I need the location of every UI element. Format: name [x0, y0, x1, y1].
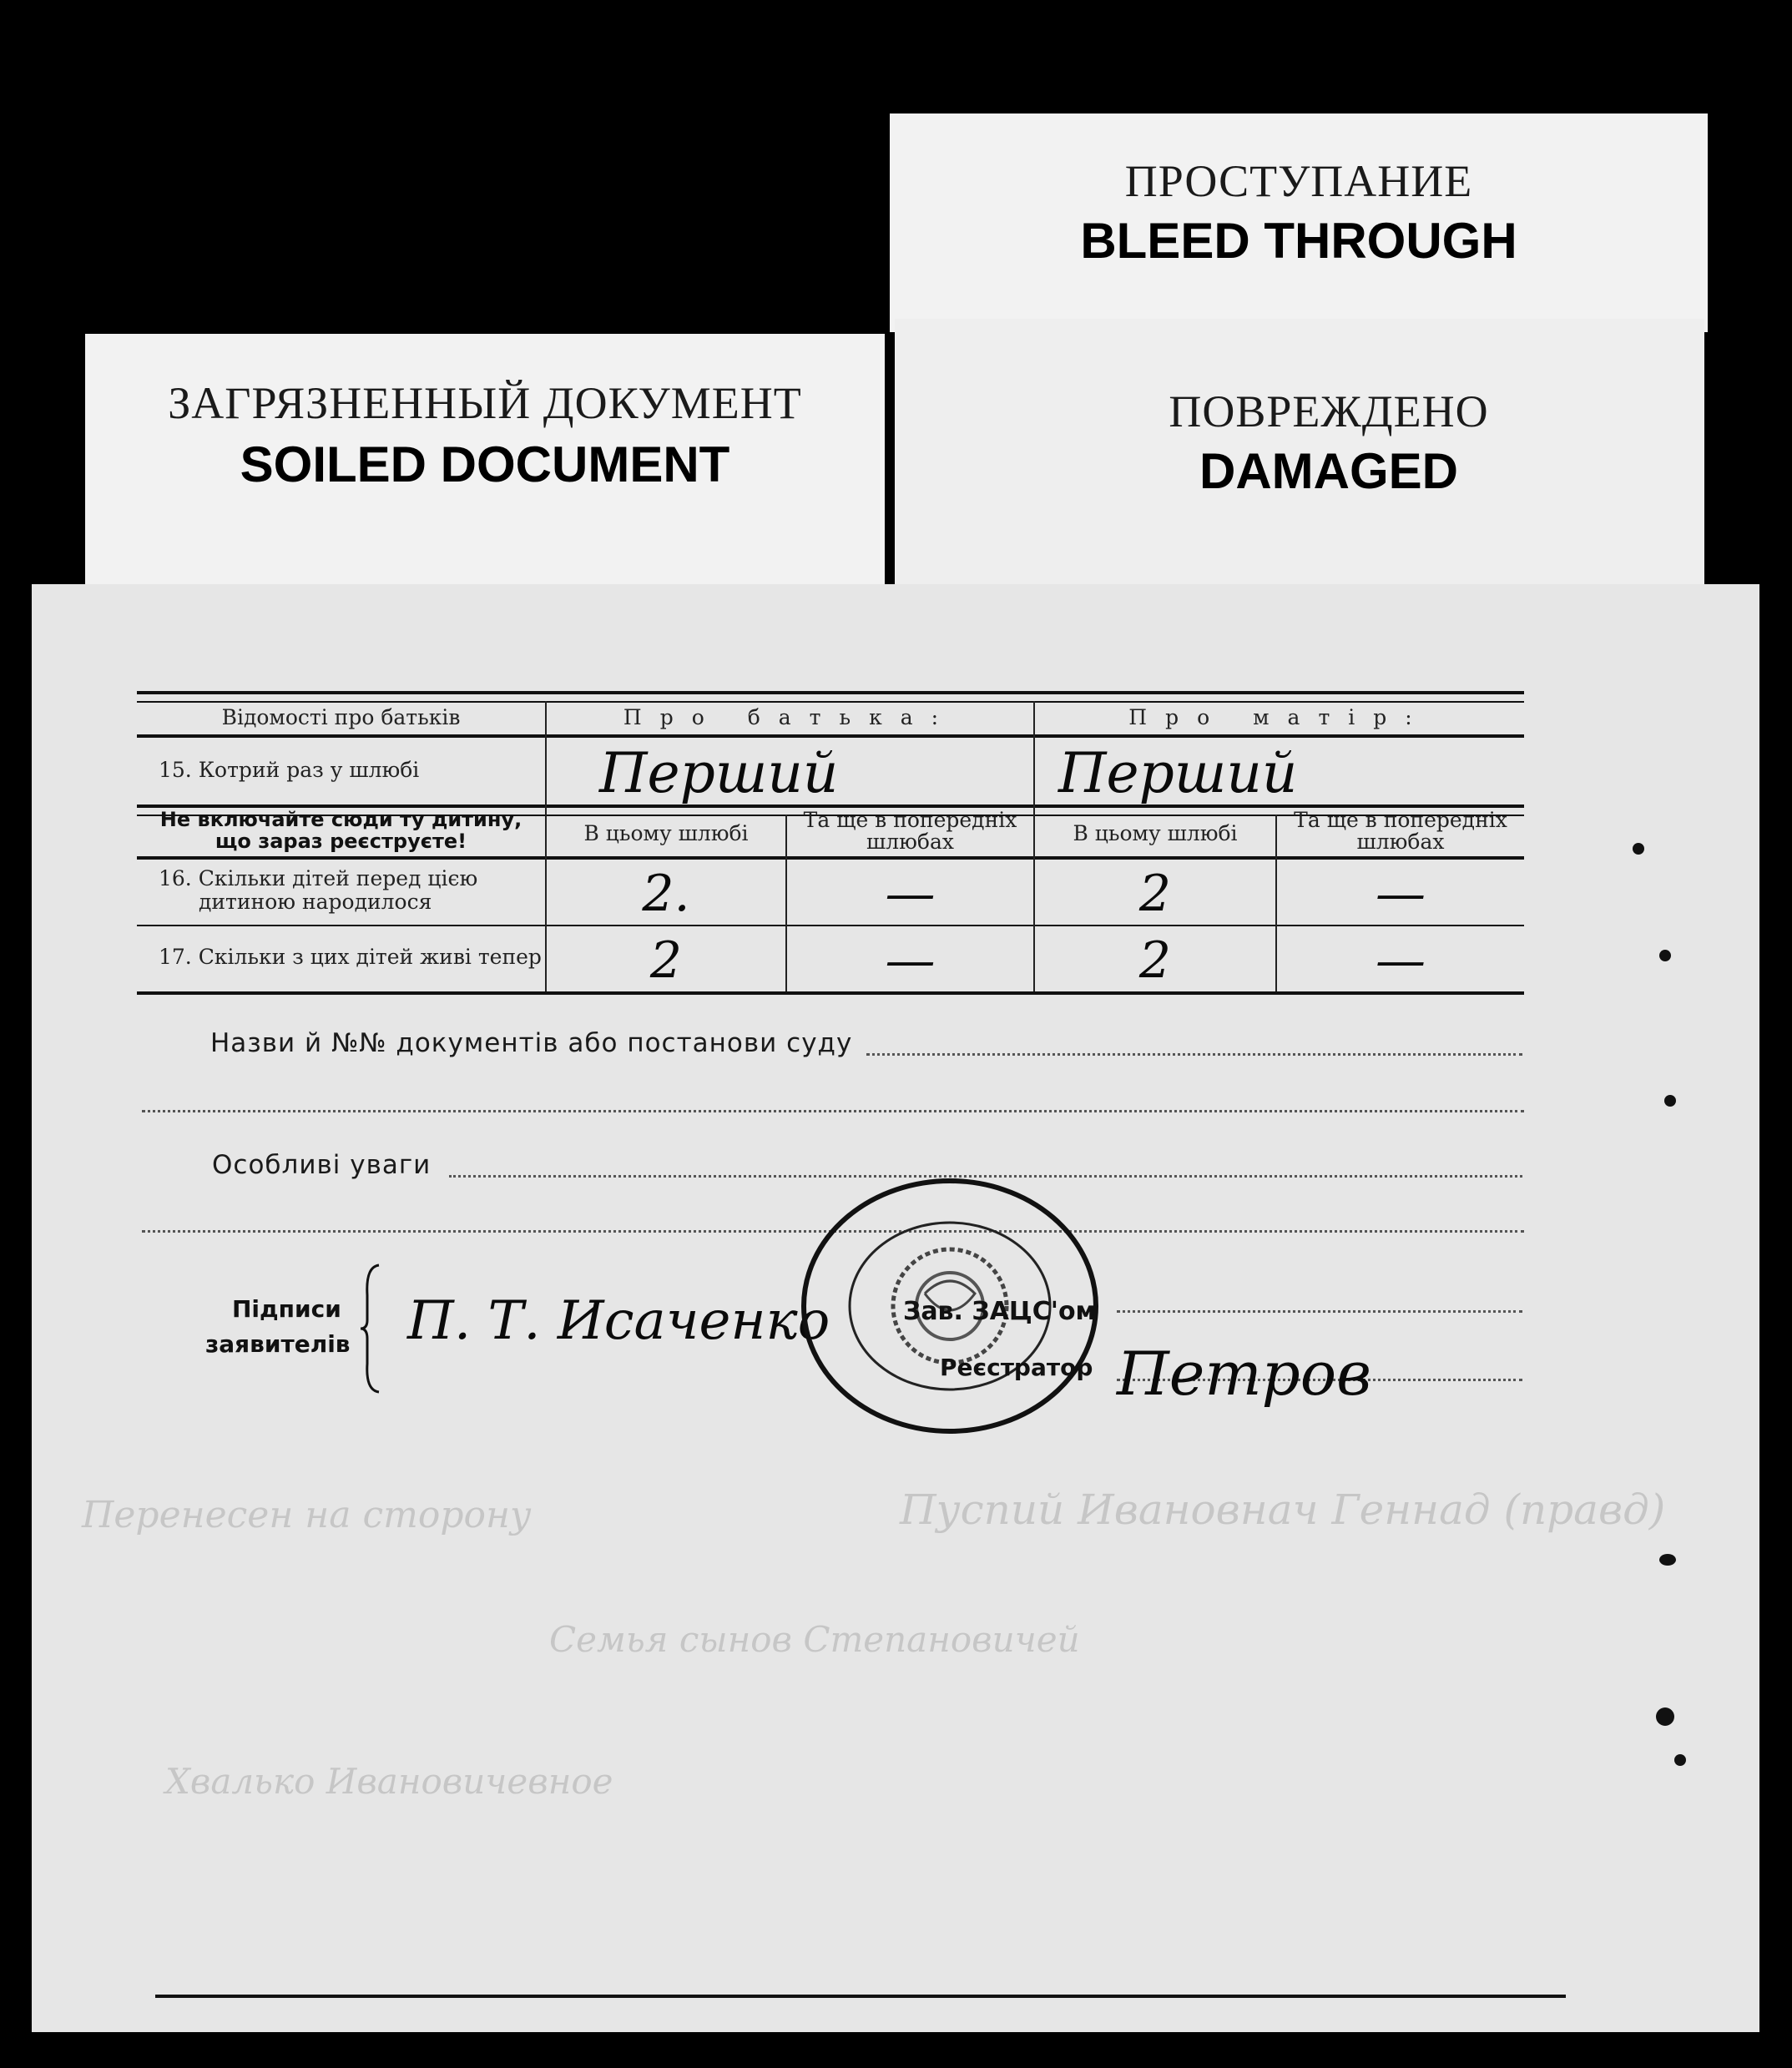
punch-hole — [1664, 1095, 1676, 1107]
punch-hole — [1674, 1754, 1686, 1766]
row-15-label: 15. Котрий раз у шлюбі — [159, 758, 420, 782]
father-this-marriage-header: В цьому шлюбі — [583, 821, 749, 845]
registration-document — [32, 584, 1759, 2032]
punch-hole — [1659, 950, 1671, 961]
soiled-document-ru: ЗАГРЯЗНЕННЫЙ ДОКУМЕНТ — [168, 378, 802, 428]
bleed-through-writing: Пуспий Ивановнач Геннад (правд) — [900, 1485, 1666, 1534]
row-16-label-2: дитиною народилося — [199, 890, 432, 914]
bleed-through-card — [890, 113, 1708, 332]
row-16-father-this: 2. — [642, 865, 690, 923]
registrar-role: Реєстратор — [940, 1354, 1093, 1381]
bleed-through-writing: Хвалько Ивановичевное — [165, 1761, 613, 1802]
damaged-ru: ПОВРЕЖДЕНО — [1169, 386, 1489, 436]
signatures-label-1: Підписи — [232, 1295, 341, 1323]
soiled-document-card — [85, 334, 885, 599]
registrar-title: Зав. ЗАЦС'ом — [903, 1297, 1097, 1326]
row-17-label: 17. Скільки з цих дітей живі тепер — [159, 945, 542, 969]
registrar-signature: Петров — [1117, 1339, 1372, 1409]
note-line-1: Не включайте сюди ту дитину, — [159, 808, 522, 831]
mother-prev-header-2: шлюбах — [1356, 830, 1445, 854]
row-16-mother-prev: — — [1376, 865, 1426, 923]
punch-hole — [1633, 843, 1644, 855]
row-17-mother-this: 2 — [1138, 931, 1172, 990]
documents-label: Назви й №№ документів або постанови суду — [210, 1028, 853, 1058]
row-15-mother-value: Перший — [1058, 741, 1298, 805]
bleed-through-en: BLEED THROUGH — [1080, 213, 1517, 269]
parents-info-header: Відомості про батьків — [221, 705, 461, 729]
mother-header: Про матір: — [1128, 705, 1431, 729]
damaged-en: DAMAGED — [1199, 443, 1458, 499]
mother-prev-header-1: Та ще в попередніх — [1294, 808, 1507, 832]
row-15-father-value: Перший — [599, 741, 839, 805]
row-17-father-prev: — — [885, 931, 936, 990]
row-16-label-1: 16. Скільки дітей перед цією — [159, 866, 478, 890]
bleed-through-writing: Перенесен на сторону — [82, 1494, 532, 1536]
damaged-card — [895, 319, 1704, 586]
punch-hole — [1656, 1707, 1674, 1726]
father-header: Про батька: — [623, 705, 957, 729]
row-17-father-this: 2 — [649, 931, 683, 990]
remarks-label: Особливі уваги — [212, 1150, 432, 1180]
father-prev-header-2: шлюбах — [866, 830, 954, 854]
punch-hole — [1659, 1554, 1676, 1566]
father-prev-header-1: Та ще в попередніх — [803, 808, 1017, 832]
bleed-through-ru: ПРОСТУПАНИЕ — [1124, 156, 1473, 206]
note-line-2: що зараз реєструєте! — [215, 830, 467, 853]
signatures-brace — [359, 1262, 384, 1395]
row-16-mother-this: 2 — [1138, 865, 1172, 923]
signatures-label-2: заявителів — [205, 1330, 351, 1358]
row-17-mother-prev: — — [1376, 931, 1426, 990]
applicant-signature: П. Т. Исаченко — [407, 1290, 830, 1352]
soiled-document-en: SOILED DOCUMENT — [240, 436, 730, 492]
row-16-father-prev: — — [885, 865, 936, 923]
bleed-through-writing: Семья сынов Степановичей — [549, 1619, 1080, 1660]
mother-this-marriage-header: В цьому шлюбі — [1073, 821, 1238, 845]
